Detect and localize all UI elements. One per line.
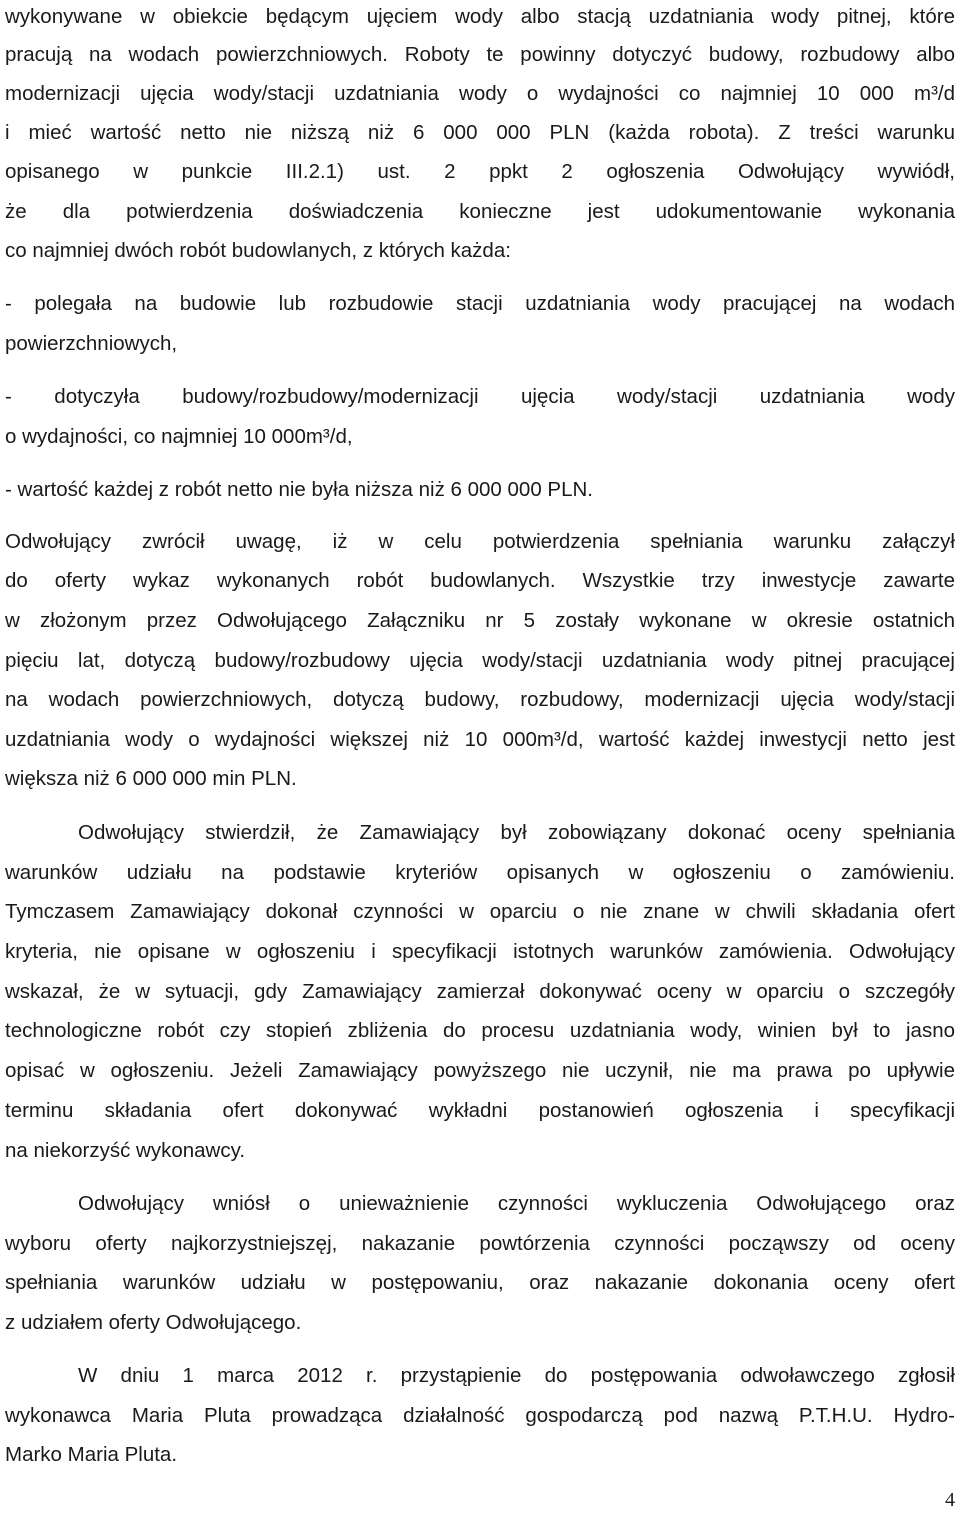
text-line: z udziałem oferty Odwołującego.	[5, 1311, 302, 1334]
text-line: że dla potwierdzenia doświadczenia konieczne jest udokumentowanie wykonania	[5, 200, 955, 223]
list-item: - polegała na budowie lub rozbudowie stacji uzdatniania wody pracującej na wodach	[5, 292, 955, 315]
text-line: pięciu lat, dotyczą budowy/rozbudowy ujęcia wody/stacji uzdatniania wody pitnej pracującej	[5, 649, 955, 672]
text-line: modernizacji ujęcia wody/stacji uzdatniania wody o wydajności co najmniej 10 000 m³/d	[5, 82, 955, 105]
paragraph-first-line: Odwołujący wniósł o unieważnienie czynności wykluczenia Odwołującego oraz	[78, 1192, 955, 1215]
text-line: Tymczasem Zamawiający dokonał czynności w oparciu o nie znane w chwili składania ofert	[5, 900, 955, 923]
text-line: technologiczne robót czy stopień zbliżenia do procesu uzdatniania wody, winien był to jasno	[5, 1019, 955, 1042]
text-line: Odwołujący zwrócił uwagę, iż w celu potwierdzenia spełniania warunku załączył	[5, 530, 955, 553]
text-line: terminu składania ofert dokonywać wykładni postanowień ogłoszenia i specyfikacji	[5, 1099, 955, 1122]
paragraph-first-line: Odwołujący stwierdził, że Zamawiający był zobowiązany dokonać oceny spełniania	[78, 821, 955, 844]
page-number: 4	[945, 1489, 955, 1511]
text-line: opisanego w punkcie III.2.1) ust. 2 ppkt 2 ogłoszenia Odwołujący wywiódł,	[5, 160, 955, 183]
text-line: wskazał, że w sytuacji, gdy Zamawiający zamierzał dokonywać oceny w oparciu o szczegóły	[5, 980, 955, 1003]
text-line: wykonywane w obiekcie będącym ujęciem wody albo stacją uzdatniania wody pitnej, które	[5, 5, 955, 28]
text-line: kryteria, nie opisane w ogłoszeniu i specyfikacji istotnych warunków zamówienia. Odwołujący	[5, 940, 955, 963]
text-line: do oferty wykaz wykonanych robót budowlanych. Wszystkie trzy inwestycje zawarte	[5, 569, 955, 592]
text-line: co najmniej dwóch robót budowlanych, z których każda:	[5, 239, 511, 262]
paragraph-first-line: W dniu 1 marca 2012 r. przystąpienie do postępowania odwoławczego zgłosił	[78, 1364, 955, 1387]
text-line: wykonawca Maria Pluta prowadząca działalność gospodarczą pod nazwą P.T.H.U. Hydro-	[5, 1404, 955, 1427]
text-line: warunków udziału na podstawie kryteriów opisanych w ogłoszeniu o zamówieniu.	[5, 861, 955, 884]
text-line: spełniania warunków udziału w postępowaniu, oraz nakazanie dokonania oceny ofert	[5, 1271, 955, 1294]
text-line: pracują na wodach powierzchniowych. Roboty te powinny dotyczyć budowy, rozbudowy albo	[5, 43, 955, 66]
text-line: wyboru oferty najkorzystniejszęj, nakazanie powtórzenia czynności począwszy od oceny	[5, 1232, 955, 1255]
text-line: opisać w ogłoszeniu. Jeżeli Zamawiający powyższego nie uczynił, nie ma prawa po upływie	[5, 1059, 955, 1082]
list-item-continuation: powierzchniowych,	[5, 332, 178, 355]
text-line: uzdatniania wody o wydajności większej niż 10 000m³/d, wartość każdej inwestycji netto jest	[5, 728, 955, 751]
text-line: większa niż 6 000 000 min PLN.	[5, 767, 297, 790]
text-line: i mieć wartość netto nie niższą niż 6 000 000 PLN (każda robota). Z treści warunku	[5, 121, 955, 144]
list-item: - wartość każdej z robót netto nie była niższa niż 6 000 000 PLN.	[5, 478, 593, 501]
text-line: na wodach powierzchniowych, dotyczą budowy, rozbudowy, modernizacji ujęcia wody/stacji	[5, 688, 955, 711]
text-line: w złożonym przez Odwołującego Załączniku nr 5 zostały wykonane w okresie ostatnich	[5, 609, 955, 632]
text-line: Marko Maria Pluta.	[5, 1443, 178, 1466]
text-line: na niekorzyść wykonawcy.	[5, 1139, 246, 1162]
list-item-continuation: o wydajności, co najmniej 10 000m³/d,	[5, 425, 353, 448]
list-item: - dotyczyła budowy/rozbudowy/modernizacji ujęcia wody/stacji uzdatniania wody	[5, 385, 955, 408]
